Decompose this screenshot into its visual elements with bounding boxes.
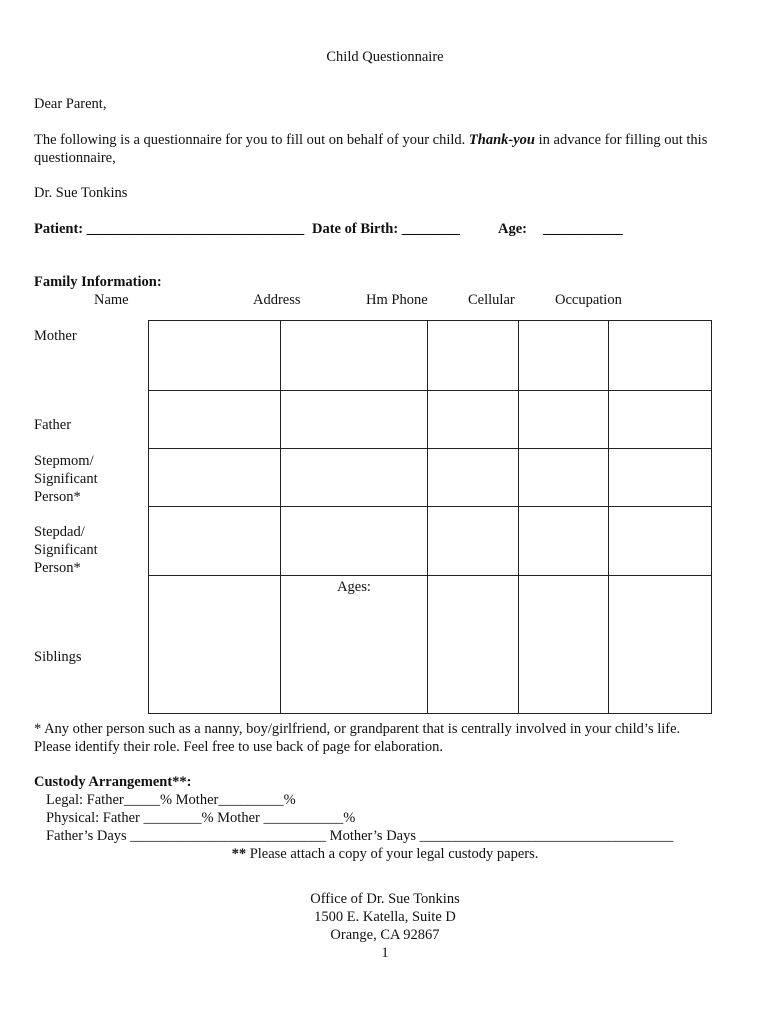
cell-siblings-cellular[interactable] (519, 576, 609, 714)
row-label-stepdad (34, 523, 98, 577)
signature: Dr. Sue Tonkins (34, 185, 128, 201)
custody-note-marker: ** (231, 846, 247, 862)
footnote-line-1: * Any other person such as a nanny, boy/girlfriend, or grandparent that is centrally involved in your child’s life. (34, 721, 681, 737)
row-label-stepmom-3: Person* (34, 489, 81, 505)
row-label-stepmom-2: Significant (34, 471, 98, 487)
patient-field[interactable]: Patient: ______________________________ (34, 221, 305, 237)
cell-stepdad-occupation[interactable] (609, 507, 712, 576)
row-label-siblings: Siblings (34, 649, 82, 665)
cell-mother-hm-phone[interactable] (428, 321, 519, 391)
custody-heading: Custody Arrangement**: (34, 774, 192, 790)
custody-days[interactable]: Father’s Days ___________________________ Mother’s Days ___________________________________ (46, 828, 674, 844)
cell-mother-address[interactable] (281, 321, 428, 391)
custody-note-text: Please attach a copy of your legal custody papers. (249, 846, 539, 862)
cell-mother-cellular[interactable] (519, 321, 609, 391)
office-city: Orange, CA 92867 (330, 927, 440, 943)
row-label-stepmom (34, 452, 98, 506)
intro-line-2: questionnaire, (34, 150, 116, 166)
col-header-name: Name (94, 292, 129, 308)
cell-mother-name[interactable] (149, 321, 281, 391)
row-label-stepmom-1: Stepmom/ (34, 453, 94, 469)
dob-field[interactable]: Date of Birth: ________ (312, 221, 460, 237)
col-header-address: Address (253, 292, 301, 308)
row-label-father: Father (34, 417, 72, 433)
col-header-occupation: Occupation (555, 292, 622, 308)
row-label-stepdad-3: Person* (34, 560, 81, 576)
page-number: 1 (381, 945, 389, 961)
age-label: Age: (498, 221, 527, 237)
cell-stepdad-hm-phone[interactable] (428, 507, 519, 576)
intro-text-2: in advance for filling out this (538, 132, 708, 148)
cell-stepdad-name[interactable] (149, 507, 281, 576)
cell-stepdad-address[interactable] (281, 507, 428, 576)
cell-father-hm-phone[interactable] (428, 391, 519, 449)
cell-stepmom-address[interactable] (281, 449, 428, 507)
page-title: Child Questionnaire (326, 49, 444, 65)
cell-siblings-name[interactable] (149, 576, 281, 714)
family-table (148, 320, 712, 714)
col-header-hm-phone: Hm Phone (366, 292, 428, 308)
family-heading: Family Information: (34, 274, 162, 290)
table-row-father (149, 391, 712, 449)
custody-physical[interactable]: Physical: Father ________% Mother ___________% (46, 810, 356, 826)
cell-siblings-hm-phone[interactable] (428, 576, 519, 714)
row-label-mother: Mother (34, 328, 77, 344)
greeting: Dear Parent, (34, 96, 107, 112)
cell-siblings-occupation[interactable] (609, 576, 712, 714)
cell-father-occupation[interactable] (609, 391, 712, 449)
ages-label: Ages: (337, 579, 371, 595)
intro-emphasis: Thank-you (468, 132, 535, 148)
office-address: 1500 E. Katella, Suite D (314, 909, 456, 925)
cell-siblings-address[interactable] (281, 576, 428, 714)
table-row-siblings (149, 576, 712, 714)
cell-father-cellular[interactable] (519, 391, 609, 449)
custody-note (0, 845, 770, 863)
table-row-stepdad (149, 507, 712, 576)
cell-stepmom-name[interactable] (149, 449, 281, 507)
cell-stepdad-cellular[interactable] (519, 507, 609, 576)
col-header-cellular: Cellular (468, 292, 515, 308)
intro-text-1: The following is a questionnaire for you to fill out on behalf of your child. (34, 132, 466, 148)
cell-stepmom-hm-phone[interactable] (428, 449, 519, 507)
cell-stepmom-cellular[interactable] (519, 449, 609, 507)
cell-father-address[interactable] (281, 391, 428, 449)
cell-mother-occupation[interactable] (609, 321, 712, 391)
table-row-stepmom (149, 449, 712, 507)
age-field[interactable]: ___________ (543, 221, 623, 237)
custody-legal[interactable]: Legal: Father_____% Mother_________% (46, 792, 296, 808)
row-label-stepdad-2: Significant (34, 542, 98, 558)
intro-line-1 (34, 131, 707, 149)
footnote-line-2: Please identify their role. Feel free to use back of page for elaboration. (34, 739, 444, 755)
cell-stepmom-occupation[interactable] (609, 449, 712, 507)
office-name: Office of Dr. Sue Tonkins (310, 891, 460, 907)
row-label-stepdad-1: Stepdad/ (34, 524, 85, 540)
cell-father-name[interactable] (149, 391, 281, 449)
table-row-mother (149, 321, 712, 391)
